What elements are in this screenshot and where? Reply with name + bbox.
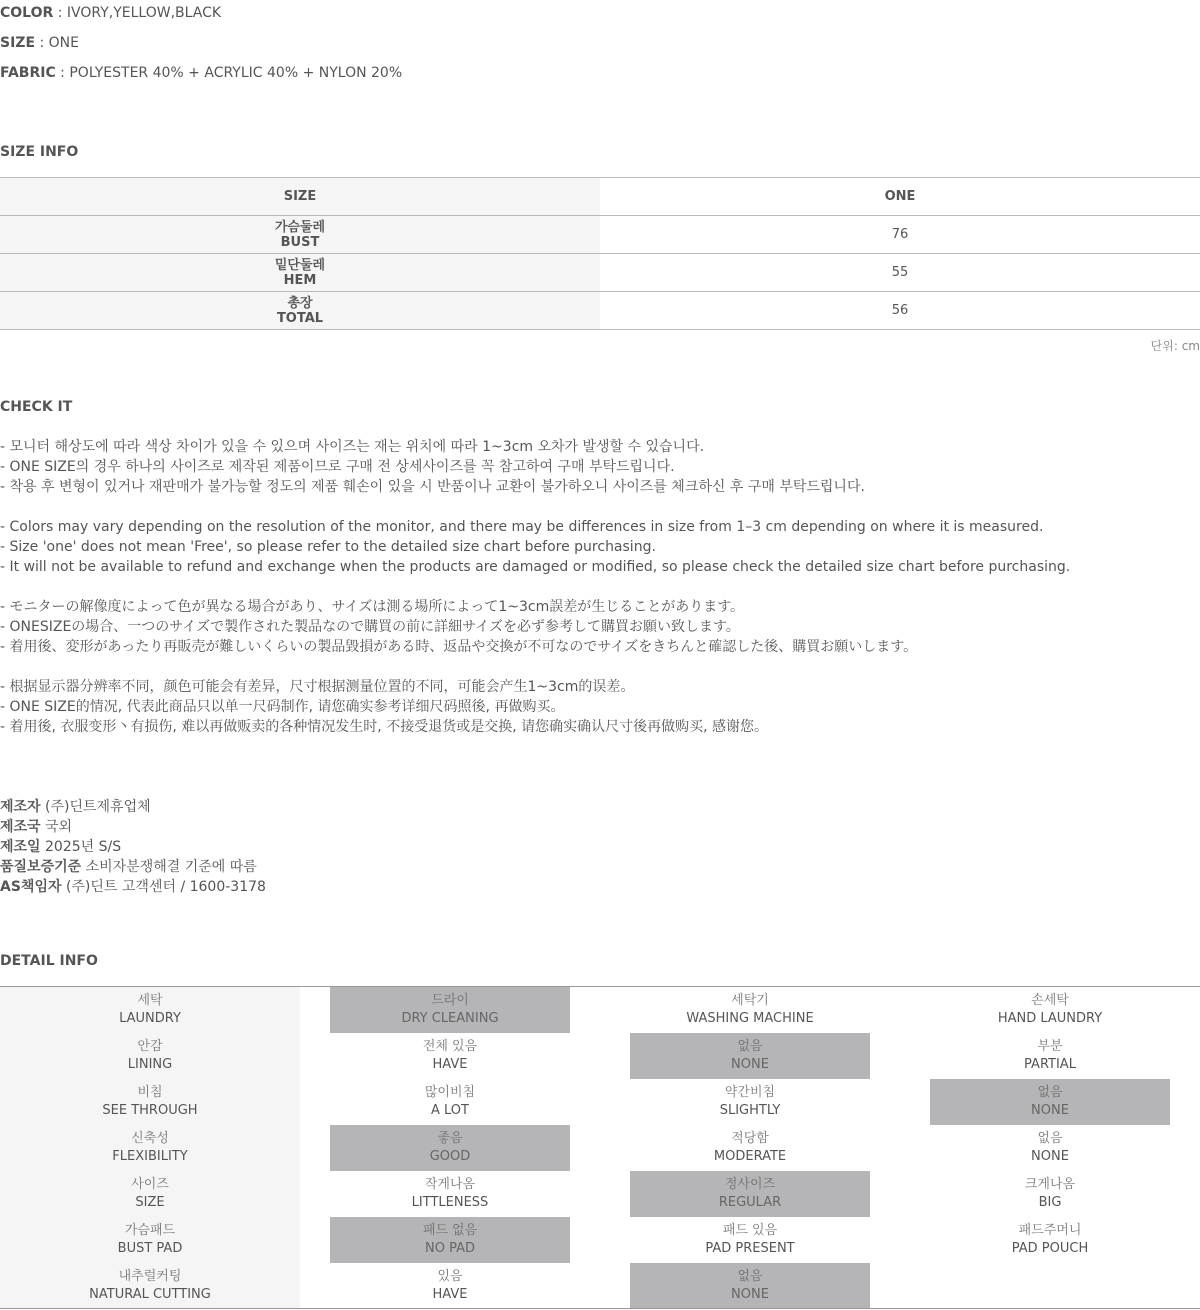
maker-value: 소비자분쟁해결 기준에 따름 xyxy=(81,859,257,875)
detail-option-selected xyxy=(630,1033,870,1079)
detail-option-en: HAVE xyxy=(432,1057,468,1072)
detail-row-label-ko: 안감 xyxy=(137,1039,163,1054)
maker-value: 국외 xyxy=(40,819,73,835)
maker-line xyxy=(0,837,121,857)
detail-option xyxy=(930,1171,1170,1217)
spec-value: : POLYESTER 40% + ACRYLIC 40% + NYLON 20% xyxy=(55,65,403,81)
detail-row-label-en: BUST PAD xyxy=(117,1241,183,1256)
detail-option-en: MODERATE xyxy=(713,1149,787,1164)
detail-option xyxy=(330,1263,570,1309)
detail-option-en: HAND LAUNDRY xyxy=(997,1011,1103,1026)
detail-option-en: WASHING MACHINE xyxy=(686,1011,814,1026)
detail-option-selected-ko: 없음 xyxy=(737,1269,763,1284)
detail-option xyxy=(930,1217,1170,1263)
maker-line xyxy=(0,857,257,877)
detail-row-label-ko: 사이즈 xyxy=(131,1177,169,1192)
check-note: - ONE SIZE的情况, 代表此商品只以单一尺码制作, 请您确实参考详细尺码照後, 再做购买。 xyxy=(0,699,565,715)
maker-label: 제조자 xyxy=(0,799,41,815)
maker-label: 제조국 xyxy=(0,819,41,835)
detail-row-label-en: NATURAL CUTTING xyxy=(89,1287,211,1302)
spec-color xyxy=(0,3,221,23)
check-note: - ONE SIZE의 경우 하나의 사이즈로 제작된 제품이므로 구매 전 상세사이즈를 꼭 참고하여 구매 부탁드립니다. xyxy=(0,459,675,475)
detail-option-ko: 있음 xyxy=(437,1269,463,1284)
detail-option-selected-ko: 드라이 xyxy=(431,993,469,1008)
detail-option-selected-en: NONE xyxy=(731,1057,769,1072)
size-row-label xyxy=(0,254,600,291)
check-note: - 着用後, 衣服变形丶有损伤, 难以再做贩卖的各种情况发生时, 不接受退货或是交换, 请您确实确认尺寸後再做购买, 感谢您。 xyxy=(0,719,769,735)
maker-label: 제조일 xyxy=(0,839,41,855)
detail-option-selected-ko: 정사이즈 xyxy=(724,1177,776,1192)
check-note: - 착용 후 변형이 있거나 재판매가 불가능할 정도의 제품 훼손이 있을 시 반품이나 교환이 불가하오니 사이즈를 체크하신 후 구매 부탁드립니다. xyxy=(0,479,865,495)
size-row-label xyxy=(0,292,600,329)
detail-option-en: HAVE xyxy=(432,1287,468,1302)
detail-row-label-en: SEE THROUGH xyxy=(102,1103,198,1118)
detail-row-label-ko: 가슴패드 xyxy=(124,1223,176,1238)
detail-option-selected-ko: 없음 xyxy=(1037,1085,1063,1100)
detail-row-label xyxy=(30,1263,270,1309)
check-note: - モニターの解像度によって色が異なる場合があり、サイズは測る場所によって1~3cm誤差が生じることがあります。 xyxy=(0,599,745,615)
detail-option-ko: 부분 xyxy=(1037,1039,1063,1054)
check-note: - Size 'one' does not mean 'Free', so please refer to the detailed size chart before purchasing. xyxy=(0,539,656,555)
detail-option-ko: 작게나옴 xyxy=(424,1177,476,1192)
size-row-label-en: BUST xyxy=(280,234,320,250)
detail-option-en: LITTLENESS xyxy=(411,1195,489,1210)
detail-row-label-en: LAUNDRY xyxy=(119,1011,181,1026)
size-row-label-en: TOTAL xyxy=(276,310,324,326)
check-note: - It will not be available to refund and exchange when the products are damaged or modified, so please check the detailed size chart before purchasing. xyxy=(0,559,1071,575)
maker-label: AS책임자 xyxy=(0,879,62,895)
size-row-label-en: HEM xyxy=(283,272,317,288)
size-row-label-ko: 가슴둘레 xyxy=(274,219,326,235)
maker-line xyxy=(0,817,72,837)
detail-option-en: PAD PRESENT xyxy=(705,1241,795,1256)
detail-row-label-ko: 내추럴커팅 xyxy=(118,1269,182,1284)
detail-option-selected xyxy=(330,1125,570,1171)
detail-row-label xyxy=(30,1033,270,1079)
detail-option xyxy=(330,1033,570,1079)
detail-row-label-ko: 신축성 xyxy=(131,1131,169,1146)
detail-option-ko: 약간비침 xyxy=(724,1085,776,1100)
detail-option-en: BIG xyxy=(1038,1195,1062,1210)
size-row-value: 76 xyxy=(891,227,909,242)
maker-line xyxy=(0,797,151,817)
detail-option-selected-en: REGULAR xyxy=(718,1195,782,1210)
detail-option xyxy=(630,1217,870,1263)
detail-option-en: A LOT xyxy=(431,1103,469,1118)
detail-option xyxy=(630,1079,870,1125)
detail-option-selected-ko: 없음 xyxy=(737,1039,763,1054)
check-note: - 모니터 해상도에 따라 색상 차이가 있을 수 있으며 사이즈는 재는 위치에 따라 1~3cm 오차가 발생할 수 있습니다. xyxy=(0,439,705,455)
spec-value: : ONE xyxy=(35,35,79,51)
detail-row-label-en: LINING xyxy=(127,1057,173,1072)
detail-option-ko: 크게나옴 xyxy=(1024,1177,1076,1192)
detail-option xyxy=(330,1079,570,1125)
detail-row-label xyxy=(30,1125,270,1171)
size-row-hem xyxy=(0,253,1200,291)
spec-fabric xyxy=(0,63,402,83)
detail-row-label-ko: 비침 xyxy=(137,1085,163,1100)
maker-value: (주)딘트제휴업체 xyxy=(40,799,151,815)
check-it-title: CHECK IT xyxy=(0,399,73,415)
detail-option-ko: 전체 있음 xyxy=(422,1039,478,1054)
size-row-value: 55 xyxy=(891,265,909,280)
size-table-header xyxy=(0,177,1200,215)
detail-bottom-divider xyxy=(0,1308,1200,1309)
maker-value: (주)딘트 고객센터 / 1600-3178 xyxy=(61,879,266,895)
detail-option-ko: 적당함 xyxy=(731,1131,769,1146)
detail-option-ko: 패드 있음 xyxy=(722,1223,778,1238)
detail-option-ko: 손세탁 xyxy=(1031,993,1069,1008)
size-header-value: ONE xyxy=(884,189,916,204)
detail-row-label-en: FLEXIBILITY xyxy=(112,1149,188,1164)
detail-option-selected-en: NO PAD xyxy=(424,1241,475,1256)
detail-option-en: SLIGHTLY xyxy=(719,1103,781,1118)
detail-row-label xyxy=(30,1171,270,1217)
detail-option-selected-en: NONE xyxy=(1031,1103,1069,1118)
detail-option xyxy=(630,987,870,1033)
check-note: - ONESIZEの場合、一つのサイズで製作された製品なので購買の前に詳細サイズを必ず参考して購買お願い致します。 xyxy=(0,619,740,635)
detail-option xyxy=(330,1171,570,1217)
detail-option-selected xyxy=(330,987,570,1033)
detail-option-en: NONE xyxy=(1031,1149,1069,1164)
detail-option xyxy=(930,1125,1170,1171)
maker-value: 2025년 S/S xyxy=(40,839,122,855)
detail-row-label-en: SIZE xyxy=(135,1195,165,1210)
detail-option xyxy=(630,1125,870,1171)
detail-option-ko: 세탁기 xyxy=(731,993,769,1008)
spec-label: COLOR xyxy=(0,5,54,21)
detail-option xyxy=(930,1033,1170,1079)
detail-row-label-ko: 세탁 xyxy=(137,993,163,1008)
check-note: - Colors may vary depending on the resolution of the monitor, and there may be differences in size from 1–3 cm depending on where it is measured. xyxy=(0,519,1044,535)
detail-option-selected xyxy=(330,1217,570,1263)
size-row-label xyxy=(0,216,600,253)
detail-option-selected-en: NONE xyxy=(731,1287,769,1302)
size-row-value: 56 xyxy=(891,303,909,318)
detail-option-selected xyxy=(930,1079,1170,1125)
detail-option-selected-ko: 좋음 xyxy=(437,1131,463,1146)
maker-label: 품질보증기준 xyxy=(0,859,82,875)
detail-row-label xyxy=(30,1217,270,1263)
detail-option-selected-en: DRY CLEANING xyxy=(401,1011,499,1026)
detail-info-title: DETAIL INFO xyxy=(0,953,98,969)
size-row-total xyxy=(0,291,1200,330)
size-row-label-ko: 총장 xyxy=(287,295,313,311)
spec-size xyxy=(0,33,79,53)
check-note: - 根据显示器分辨率不同，颜色可能会有差异，尺寸根据测量位置的不同，可能会产生1~3cm的误差。 xyxy=(0,679,635,695)
detail-option-ko: 많이비침 xyxy=(424,1085,476,1100)
size-header-label: SIZE xyxy=(0,178,600,215)
detail-option-selected-ko: 패드 없음 xyxy=(422,1223,478,1238)
check-note: - 着用後、変形があったり再販売が難しいくらいの製品毀損がある時、返品や交換が不可なのでサイズをきちんと確認した後、購買お願いします。 xyxy=(0,639,918,655)
detail-option-en: PARTIAL xyxy=(1024,1057,1076,1072)
detail-option-ko: 패드주머니 xyxy=(1018,1223,1082,1238)
spec-value: : IVORY,YELLOW,BLACK xyxy=(53,5,222,21)
maker-line xyxy=(0,877,266,897)
detail-row-label xyxy=(30,1079,270,1125)
spec-label: FABRIC xyxy=(0,65,56,81)
spec-label: SIZE xyxy=(0,35,36,51)
detail-row-label xyxy=(30,987,270,1033)
detail-option xyxy=(930,987,1170,1033)
detail-option-ko: 없음 xyxy=(1037,1131,1063,1146)
size-row-label-ko: 밑단둘레 xyxy=(274,257,326,273)
detail-option-selected-en: GOOD xyxy=(429,1149,471,1164)
size-info-title: SIZE INFO xyxy=(0,144,79,160)
size-row-bust xyxy=(0,215,1200,253)
detail-option-selected xyxy=(630,1263,870,1309)
detail-option-selected xyxy=(630,1171,870,1217)
detail-option-en: PAD POUCH xyxy=(1011,1241,1089,1256)
size-unit-note: 단위: cm xyxy=(1150,339,1200,353)
